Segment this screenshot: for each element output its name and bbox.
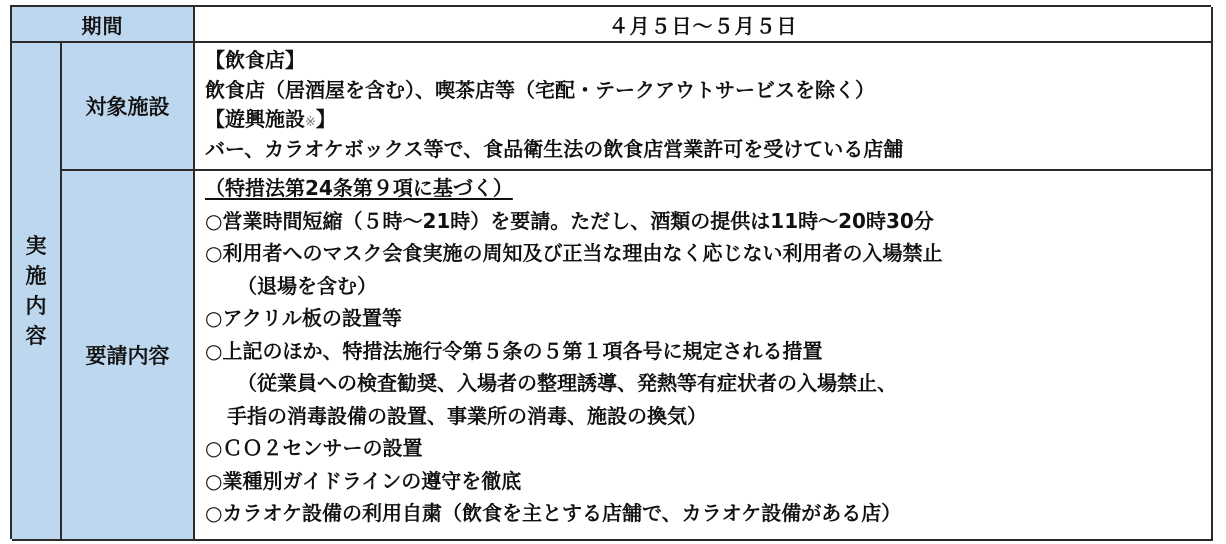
request-item-other-measures-detail-1: （従業員への検査勧奨、入場者の整理誘導、発熱等有症状者の入場禁止、 [237, 371, 897, 395]
measures-table [10, 5, 1211, 539]
request-content [195, 171, 1213, 541]
target-facilities-label: 対象施設 [62, 43, 195, 171]
period-label: 期間 [12, 7, 195, 43]
request-content-label: 要請内容 [62, 171, 195, 541]
target-facilities-content [195, 43, 1213, 171]
request-item-karaoke: ○カラオケ設備の利用自粛（飲食を主とする店舗で、カラオケ設備がある店） [205, 501, 902, 525]
implementation-label-char: 施 [25, 264, 47, 288]
request-item-guidelines: ○業種別ガイドラインの遵守を徹底 [205, 468, 522, 493]
entertainment-heading-close: 】 [315, 107, 336, 131]
implementation-label-char: 容 [25, 324, 47, 348]
request-legal-basis-text: （特措法第24条第９項に基づく） [205, 176, 513, 200]
request-item-acrylic-panels: ○アクリル板の設置等 [205, 306, 402, 330]
request-legal-basis [205, 172, 1211, 205]
target-line-restaurants-heading: 【飲食店】 [205, 48, 305, 72]
target-line-entertainment-detail: バー、カラオケボックス等で、食品衛生法の飲食店営業許可を受けている店舗 [205, 136, 904, 161]
period-value: ４月５日～５月５日 [195, 7, 1213, 43]
request-item-mask-dining: ○利用者へのマスク会食実施の周知及び正当な理由なく応じない利用者の入場禁止 [205, 241, 943, 265]
implementation-label-char: 実 [25, 234, 47, 258]
implementation-details-label [12, 43, 62, 541]
entertainment-heading-text: 【遊興施設 [205, 107, 305, 131]
implementation-label-char: 内 [25, 294, 47, 318]
note-mark: ※ [305, 115, 316, 130]
request-item-co2-sensor: ○ＣＯ２センサーの設置 [205, 436, 423, 460]
request-item-mask-dining-note: （退場を含む） [237, 273, 377, 298]
target-line-entertainment-heading [205, 105, 1211, 135]
request-item-hours: ○営業時間短縮（５時～21時）を要請。ただし、酒類の提供は11時～20時30分 [205, 208, 934, 233]
request-item-other-measures-detail-2: 手指の消毒設備の設置、事業所の消毒、施設の換気） [227, 403, 707, 428]
target-line-restaurants-detail: 飲食店（居酒屋を含む）、喫茶店等（宅配・テークアウトサービスを除く） [205, 77, 875, 102]
request-item-other-measures: ○上記のほか、特措法施行令第５条の５第１項各号に規定される措置 [205, 338, 823, 363]
